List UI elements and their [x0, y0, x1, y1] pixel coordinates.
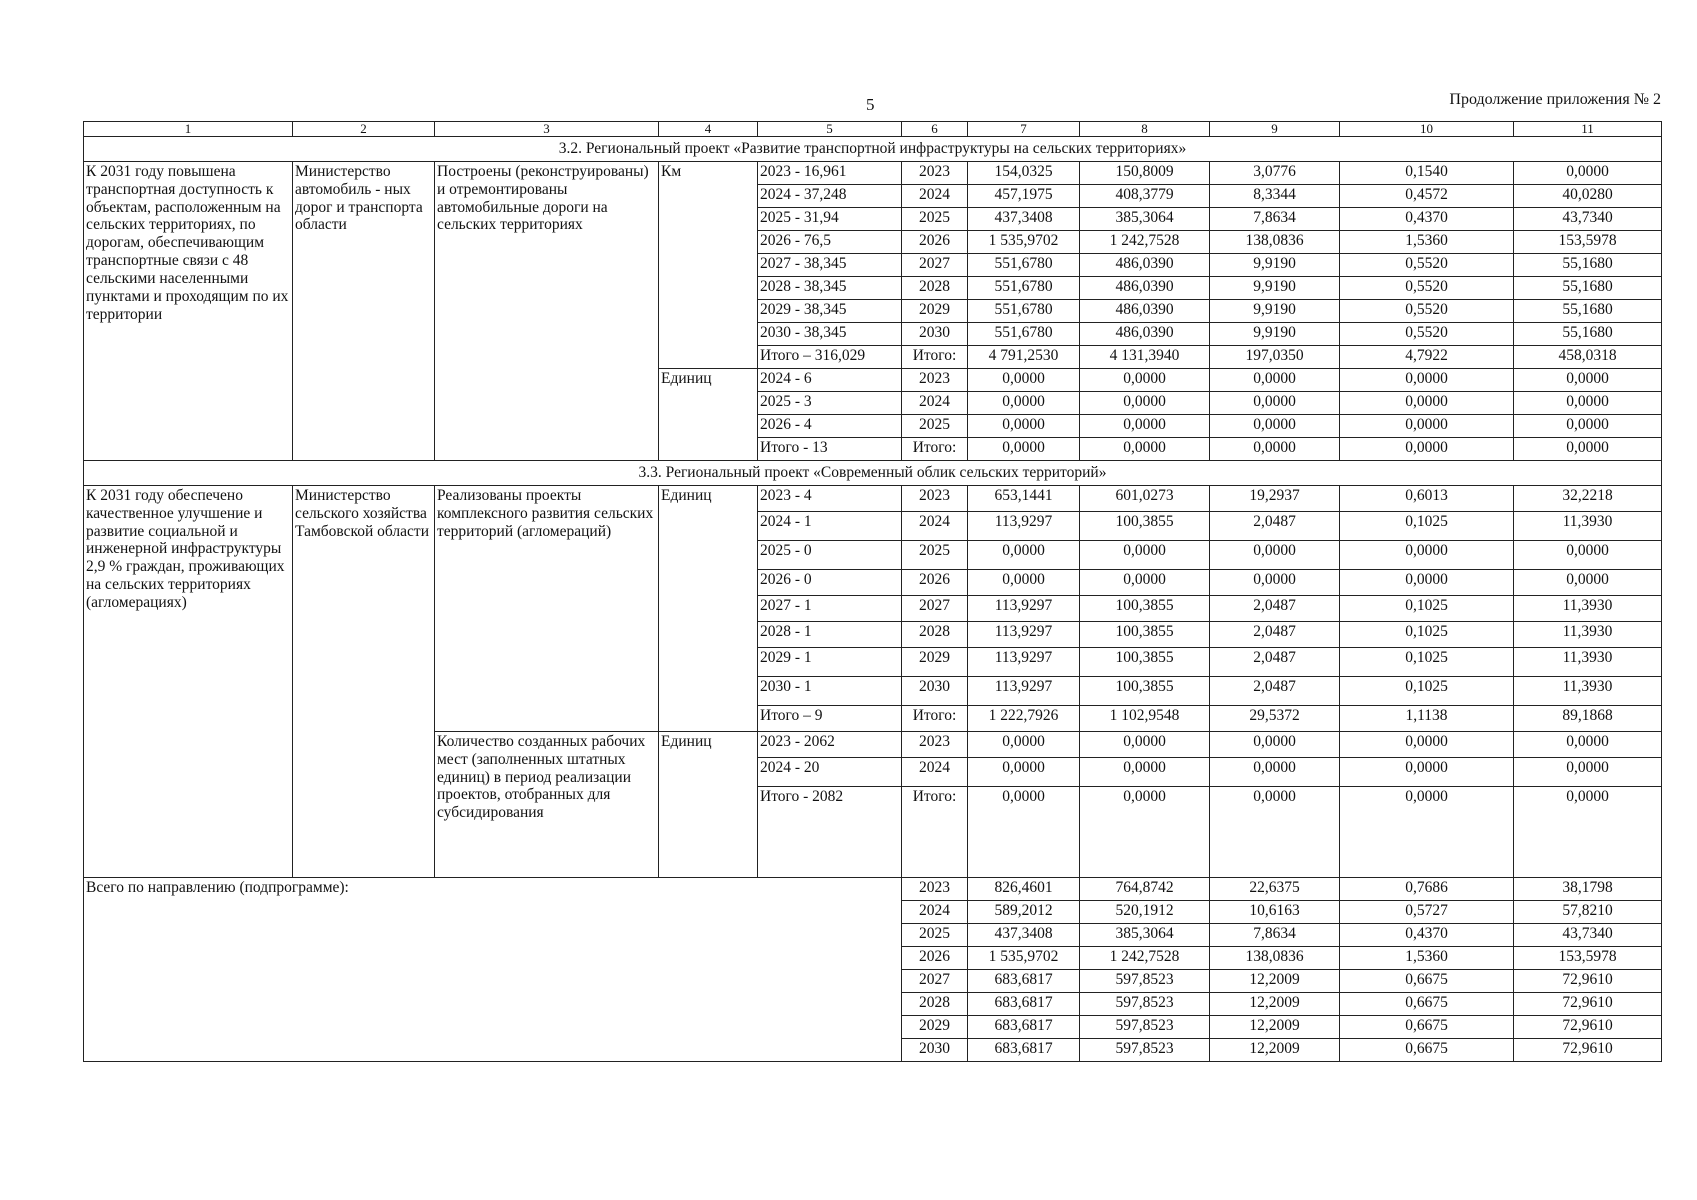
amount-cell: 55,1680	[1514, 254, 1662, 277]
amount-cell: 408,3779	[1080, 185, 1210, 208]
amount-cell: 100,3855	[1080, 512, 1210, 541]
target-value-cell: 2029 - 38,345	[758, 300, 902, 323]
year-cell: 2023	[902, 486, 968, 512]
amount-cell: 0,0000	[1514, 369, 1662, 392]
amount-cell: 1,5360	[1340, 231, 1514, 254]
amount-cell: 55,1680	[1514, 300, 1662, 323]
amount-cell: 2,0487	[1210, 512, 1340, 541]
year-cell: 2025	[902, 415, 968, 438]
target-value-cell: 2028 - 38,345	[758, 277, 902, 300]
amount-cell: 1,5360	[1340, 947, 1514, 970]
amount-cell: 0,0000	[1340, 570, 1514, 596]
target-value-cell: 2023 - 4	[758, 486, 902, 512]
amount-cell: 0,6675	[1340, 970, 1514, 993]
year-cell: 2026	[902, 231, 968, 254]
amount-cell: 520,1912	[1080, 901, 1210, 924]
amount-cell: 0,6675	[1340, 993, 1514, 1016]
amount-cell: 72,9610	[1514, 993, 1662, 1016]
amount-cell: 0,0000	[1514, 758, 1662, 787]
amount-cell: 1,1138	[1340, 706, 1514, 732]
year-cell: 2027	[902, 254, 968, 277]
year-cell: Итого:	[902, 346, 968, 369]
amount-cell: 0,4370	[1340, 208, 1514, 231]
unit-cell: Единиц	[659, 732, 758, 878]
amount-cell: 0,0000	[1514, 392, 1662, 415]
amount-cell: 154,0325	[968, 162, 1080, 185]
target-value-cell: 2025 - 31,94	[758, 208, 902, 231]
unit-cell: Км	[659, 162, 758, 369]
amount-cell: 0,0000	[1340, 787, 1514, 878]
unit-cell: Единиц	[659, 486, 758, 732]
amount-cell: 29,5372	[1210, 706, 1340, 732]
amount-cell: 55,1680	[1514, 277, 1662, 300]
amount-cell: 89,1868	[1514, 706, 1662, 732]
column-header: 9	[1210, 122, 1340, 137]
amount-cell: 597,8523	[1080, 1039, 1210, 1062]
target-value-cell: 2023 - 16,961	[758, 162, 902, 185]
amount-cell: 551,6780	[968, 277, 1080, 300]
amount-cell: 12,2009	[1210, 1039, 1340, 1062]
section-row	[84, 137, 1662, 162]
amount-cell: 12,2009	[1210, 970, 1340, 993]
column-header: 6	[902, 122, 968, 137]
totals-label: Всего по направлению (подпрограмме):	[84, 878, 902, 1062]
amount-cell: 4 131,3940	[1080, 346, 1210, 369]
amount-cell: 9,9190	[1210, 300, 1340, 323]
amount-cell: 0,5520	[1340, 323, 1514, 346]
target-value-cell: Итого – 9	[758, 706, 902, 732]
amount-cell: 43,7340	[1514, 924, 1662, 947]
amount-cell: 43,7340	[1514, 208, 1662, 231]
amount-cell: 0,0000	[1210, 438, 1340, 461]
amount-cell: 38,1798	[1514, 878, 1662, 901]
amount-cell: 486,0390	[1080, 254, 1210, 277]
year-cell: Итого:	[902, 438, 968, 461]
amount-cell: 683,6817	[968, 1039, 1080, 1062]
target-value-cell: 2030 - 1	[758, 677, 902, 706]
year-cell: 2030	[902, 1039, 968, 1062]
amount-cell: 653,1441	[968, 486, 1080, 512]
amount-cell: 0,0000	[968, 392, 1080, 415]
amount-cell: 0,5727	[1340, 901, 1514, 924]
amount-cell: 683,6817	[968, 970, 1080, 993]
amount-cell: 40,0280	[1514, 185, 1662, 208]
column-header: 8	[1080, 122, 1210, 137]
amount-cell: 9,9190	[1210, 254, 1340, 277]
year-cell: 2024	[902, 758, 968, 787]
result-text: К 2031 году обеспечено качественное улучшение и развитие социальной и инженерной инфраструктуры 2,9 % граждан, проживающих на сельских территориях (агломерациях)	[84, 486, 293, 878]
amount-cell: 0,0000	[1340, 438, 1514, 461]
amount-cell: 12,2009	[1210, 993, 1340, 1016]
amount-cell: 0,0000	[968, 758, 1080, 787]
amount-cell: 0,0000	[1210, 787, 1340, 878]
section-row	[84, 461, 1662, 486]
amount-cell: 138,0836	[1210, 947, 1340, 970]
amount-cell: 437,3408	[968, 924, 1080, 947]
column-header: 2	[293, 122, 435, 137]
amount-cell: 0,0000	[1210, 541, 1340, 570]
amount-cell: 197,0350	[1210, 346, 1340, 369]
amount-cell: 4,7922	[1340, 346, 1514, 369]
amount-cell: 601,0273	[1080, 486, 1210, 512]
amount-cell: 0,0000	[1514, 415, 1662, 438]
amount-cell: 0,0000	[1340, 732, 1514, 758]
amount-cell: 12,2009	[1210, 1016, 1340, 1039]
amount-cell: 0,0000	[968, 415, 1080, 438]
amount-cell: 11,3930	[1514, 622, 1662, 648]
amount-cell: 0,0000	[1080, 415, 1210, 438]
amount-cell: 0,0000	[1080, 732, 1210, 758]
target-value-cell: 2025 - 0	[758, 541, 902, 570]
amount-cell: 0,0000	[1514, 541, 1662, 570]
amount-cell: 0,0000	[968, 438, 1080, 461]
amount-cell: 0,6675	[1340, 1039, 1514, 1062]
amount-cell: 0,0000	[1080, 570, 1210, 596]
year-cell: 2029	[902, 300, 968, 323]
amount-cell: 385,3064	[1080, 924, 1210, 947]
amount-cell: 100,3855	[1080, 622, 1210, 648]
amount-cell: 0,0000	[1514, 787, 1662, 878]
header-row	[84, 122, 1662, 137]
year-cell: 2028	[902, 993, 968, 1016]
amount-cell: 0,1025	[1340, 622, 1514, 648]
amount-cell: 57,8210	[1514, 901, 1662, 924]
amount-cell: 0,0000	[968, 732, 1080, 758]
amount-cell: 0,0000	[1340, 541, 1514, 570]
amount-cell: 7,8634	[1210, 208, 1340, 231]
target-value-cell: Итого - 13	[758, 438, 902, 461]
amount-cell: 11,3930	[1514, 512, 1662, 541]
amount-cell: 0,7686	[1340, 878, 1514, 901]
target-value-cell: 2030 - 38,345	[758, 323, 902, 346]
target-value-cell: 2028 - 1	[758, 622, 902, 648]
year-cell: 2026	[902, 570, 968, 596]
amount-cell: 11,3930	[1514, 596, 1662, 622]
amount-cell: 597,8523	[1080, 1016, 1210, 1039]
continuation-caption: Продолжение приложения № 2	[1449, 91, 1661, 108]
amount-cell: 683,6817	[968, 1016, 1080, 1039]
amount-cell: 100,3855	[1080, 677, 1210, 706]
amount-cell: 597,8523	[1080, 993, 1210, 1016]
amount-cell: 0,0000	[1210, 758, 1340, 787]
target-value-cell: 2024 - 37,248	[758, 185, 902, 208]
year-cell: 2024	[902, 185, 968, 208]
amount-cell: 0,0000	[1340, 369, 1514, 392]
amount-cell: 0,0000	[1080, 392, 1210, 415]
table-body	[84, 122, 1662, 1062]
amount-cell: 2,0487	[1210, 677, 1340, 706]
amount-cell: 72,9610	[1514, 1039, 1662, 1062]
year-cell: 2029	[902, 648, 968, 677]
year-cell: 2028	[902, 622, 968, 648]
total-row	[84, 878, 1662, 901]
section-title: 3.3. Региональный проект «Современный облик сельских территорий»	[84, 461, 1662, 486]
amount-cell: 0,0000	[1514, 570, 1662, 596]
amount-cell: 683,6817	[968, 993, 1080, 1016]
amount-cell: 7,8634	[1210, 924, 1340, 947]
target-value-cell: 2024 - 20	[758, 758, 902, 787]
year-cell: 2027	[902, 596, 968, 622]
ministry-text: Министерство автомобиль - ных дорог и транспорта области	[293, 162, 435, 461]
amount-cell: 4 791,2530	[968, 346, 1080, 369]
amount-cell: 0,1025	[1340, 677, 1514, 706]
amount-cell: 19,2937	[1210, 486, 1340, 512]
amount-cell: 113,9297	[968, 648, 1080, 677]
amount-cell: 551,6780	[968, 323, 1080, 346]
amount-cell: 113,9297	[968, 596, 1080, 622]
amount-cell: 2,0487	[1210, 596, 1340, 622]
amount-cell: 0,4370	[1340, 924, 1514, 947]
year-cell: 2024	[902, 392, 968, 415]
amount-cell: 0,0000	[1210, 570, 1340, 596]
year-cell: Итого:	[902, 706, 968, 732]
year-cell: 2030	[902, 677, 968, 706]
target-value-cell: 2027 - 1	[758, 596, 902, 622]
amount-cell: 3,0776	[1210, 162, 1340, 185]
indicator-text: Построены (реконструированы) и отремонтированы автомобильные дороги на сельских территориях	[435, 162, 659, 461]
amount-cell: 0,0000	[968, 541, 1080, 570]
target-value-cell: Итого – 316,029	[758, 346, 902, 369]
amount-cell: 153,5978	[1514, 947, 1662, 970]
column-header: 4	[659, 122, 758, 137]
year-cell: 2026	[902, 947, 968, 970]
target-value-cell: 2029 - 1	[758, 648, 902, 677]
amount-cell: 1 535,9702	[968, 947, 1080, 970]
amount-cell: 0,0000	[1210, 369, 1340, 392]
amount-cell: 1 242,7528	[1080, 947, 1210, 970]
year-cell: 2023	[902, 732, 968, 758]
amount-cell: 138,0836	[1210, 231, 1340, 254]
year-cell: 2029	[902, 1016, 968, 1039]
amount-cell: 2,0487	[1210, 648, 1340, 677]
amount-cell: 0,0000	[1514, 438, 1662, 461]
amount-cell: 9,9190	[1210, 277, 1340, 300]
amount-cell: 0,1025	[1340, 512, 1514, 541]
amount-cell: 0,0000	[1514, 732, 1662, 758]
target-value-cell: Итого - 2082	[758, 787, 902, 878]
page-number: 5	[866, 95, 875, 114]
column-header: 5	[758, 122, 902, 137]
year-cell: 2030	[902, 323, 968, 346]
amount-cell: 437,3408	[968, 208, 1080, 231]
year-cell: 2025	[902, 541, 968, 570]
column-header: 1	[84, 122, 293, 137]
amount-cell: 150,8009	[1080, 162, 1210, 185]
indicator-text: Реализованы проекты комплексного развития сельских территорий (агломераций)	[435, 486, 659, 732]
amount-cell: 0,0000	[1210, 392, 1340, 415]
column-header: 7	[968, 122, 1080, 137]
amount-cell: 2,0487	[1210, 622, 1340, 648]
amount-cell: 0,0000	[1080, 369, 1210, 392]
column-header: 11	[1514, 122, 1662, 137]
target-value-cell: 2026 - 0	[758, 570, 902, 596]
amount-cell: 1 222,7926	[968, 706, 1080, 732]
amount-cell: 113,9297	[968, 512, 1080, 541]
amount-cell: 100,3855	[1080, 596, 1210, 622]
amount-cell: 0,1540	[1340, 162, 1514, 185]
amount-cell: 0,5520	[1340, 300, 1514, 323]
amount-cell: 1 535,9702	[968, 231, 1080, 254]
year-cell: 2025	[902, 924, 968, 947]
amount-cell: 113,9297	[968, 677, 1080, 706]
amount-cell: 1 102,9548	[1080, 706, 1210, 732]
target-value-cell: 2026 - 76,5	[758, 231, 902, 254]
amount-cell: 0,0000	[1210, 732, 1340, 758]
amount-cell: 9,9190	[1210, 323, 1340, 346]
amount-cell: 457,1975	[968, 185, 1080, 208]
amount-cell: 486,0390	[1080, 300, 1210, 323]
table-row	[84, 162, 1662, 185]
amount-cell: 0,5520	[1340, 254, 1514, 277]
amount-cell: 0,0000	[1080, 787, 1210, 878]
year-cell: 2023	[902, 369, 968, 392]
amount-cell: 32,2218	[1514, 486, 1662, 512]
amount-cell: 0,0000	[1340, 392, 1514, 415]
column-header: 10	[1340, 122, 1514, 137]
amount-cell: 22,6375	[1210, 878, 1340, 901]
amount-cell: 10,6163	[1210, 901, 1340, 924]
amount-cell: 0,4572	[1340, 185, 1514, 208]
ministry-text: Министерство сельского хозяйства Тамбовской области	[293, 486, 435, 878]
target-value-cell: 2026 - 4	[758, 415, 902, 438]
amount-cell: 0,0000	[968, 570, 1080, 596]
amount-cell: 0,1025	[1340, 596, 1514, 622]
amount-cell: 113,9297	[968, 622, 1080, 648]
amount-cell: 0,0000	[968, 787, 1080, 878]
amount-cell: 72,9610	[1514, 1016, 1662, 1039]
amount-cell: 826,4601	[968, 878, 1080, 901]
amount-cell: 486,0390	[1080, 323, 1210, 346]
amount-cell: 589,2012	[968, 901, 1080, 924]
year-cell: 2024	[902, 512, 968, 541]
amount-cell: 458,0318	[1514, 346, 1662, 369]
year-cell: 2025	[902, 208, 968, 231]
amount-cell: 0,0000	[1340, 758, 1514, 787]
amount-cell: 11,3930	[1514, 648, 1662, 677]
amount-cell: 0,0000	[1514, 162, 1662, 185]
amount-cell: 11,3930	[1514, 677, 1662, 706]
amount-cell: 0,0000	[1080, 438, 1210, 461]
amount-cell: 764,8742	[1080, 878, 1210, 901]
year-cell: 2023	[902, 878, 968, 901]
amount-cell: 0,6675	[1340, 1016, 1514, 1039]
amount-cell: 0,0000	[1080, 758, 1210, 787]
amount-cell: 100,3855	[1080, 648, 1210, 677]
amount-cell: 0,6013	[1340, 486, 1514, 512]
target-value-cell: 2027 - 38,345	[758, 254, 902, 277]
table-row	[84, 486, 1662, 512]
amount-cell: 385,3064	[1080, 208, 1210, 231]
target-value-cell: 2024 - 1	[758, 512, 902, 541]
amount-cell: 1 242,7528	[1080, 231, 1210, 254]
amount-cell: 597,8523	[1080, 970, 1210, 993]
amount-cell: 0,0000	[968, 369, 1080, 392]
amount-cell: 0,1025	[1340, 648, 1514, 677]
amount-cell: 486,0390	[1080, 277, 1210, 300]
amount-cell: 153,5978	[1514, 231, 1662, 254]
unit-cell: Единиц	[659, 369, 758, 461]
amount-cell: 72,9610	[1514, 970, 1662, 993]
amount-cell: 551,6780	[968, 254, 1080, 277]
amount-cell: 55,1680	[1514, 323, 1662, 346]
section-title: 3.2. Региональный проект «Развитие транспортной инфраструктуры на сельских территориях»	[84, 137, 1662, 162]
amount-cell: 551,6780	[968, 300, 1080, 323]
column-header: 3	[435, 122, 659, 137]
year-cell: 2028	[902, 277, 968, 300]
indicator-text: Количество созданных рабочих мест (заполненных штатных единиц) в период реализации проектов, отобранных для субсидирования	[435, 732, 659, 878]
year-cell: Итого:	[902, 787, 968, 878]
year-cell: 2024	[902, 901, 968, 924]
amount-cell: 0,5520	[1340, 277, 1514, 300]
target-value-cell: 2024 - 6	[758, 369, 902, 392]
amount-cell: 0,0000	[1210, 415, 1340, 438]
amount-cell: 0,0000	[1340, 415, 1514, 438]
amount-cell: 0,0000	[1080, 541, 1210, 570]
result-text: К 2031 году повышена транспортная доступность к объектам, расположенным на сельских территориях, по дорогам, обеспечивающим транспортные связи с 48 сельскими населенными пунктами и проходящим по их территории	[84, 162, 293, 461]
year-cell: 2023	[902, 162, 968, 185]
target-value-cell: 2023 - 2062	[758, 732, 902, 758]
year-cell: 2027	[902, 970, 968, 993]
program-table	[83, 121, 1662, 1062]
amount-cell: 8,3344	[1210, 185, 1340, 208]
target-value-cell: 2025 - 3	[758, 392, 902, 415]
